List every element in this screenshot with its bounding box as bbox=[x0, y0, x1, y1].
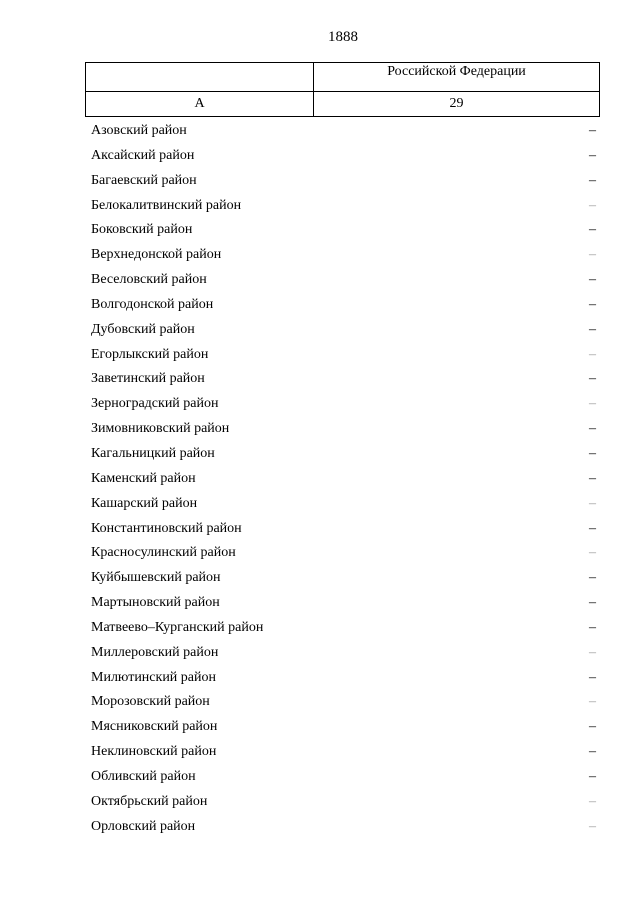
district-value: – bbox=[589, 570, 596, 586]
district-name: Дубовский район bbox=[91, 321, 195, 337]
district-value: – bbox=[589, 321, 596, 337]
district-value: – bbox=[589, 644, 596, 660]
table-row bbox=[91, 740, 596, 765]
table-row bbox=[91, 616, 596, 641]
table-row bbox=[91, 119, 596, 144]
district-name: Кашарский район bbox=[91, 495, 198, 511]
district-value: – bbox=[589, 694, 596, 710]
table-row bbox=[91, 541, 596, 566]
district-value: – bbox=[589, 197, 596, 213]
table-row bbox=[91, 591, 596, 616]
table-row bbox=[91, 218, 596, 243]
district-name: Куйбышевский район bbox=[91, 570, 221, 586]
district-value: – bbox=[589, 768, 596, 784]
table-row bbox=[91, 392, 596, 417]
district-name: Зерноградский район bbox=[91, 396, 219, 412]
district-name: Красносулинский район bbox=[91, 545, 236, 561]
district-value: – bbox=[589, 247, 596, 263]
table-row bbox=[91, 517, 596, 542]
header-col2-title-cell bbox=[314, 63, 600, 92]
district-value: – bbox=[589, 793, 596, 809]
district-name: Егорлыкский район bbox=[91, 346, 209, 362]
district-name: Обливский район bbox=[91, 768, 196, 784]
table-row bbox=[91, 268, 596, 293]
district-name: Неклиновский район bbox=[91, 744, 217, 760]
header-col1-title bbox=[86, 63, 314, 92]
district-name: Волгодонской район bbox=[91, 296, 214, 312]
table-row bbox=[91, 566, 596, 591]
district-name: Морозовский район bbox=[91, 694, 210, 710]
district-name: Каменский район bbox=[91, 470, 196, 486]
table-row bbox=[91, 666, 596, 691]
table-row bbox=[91, 243, 596, 268]
district-name: Аксайский район bbox=[91, 147, 195, 163]
table-row bbox=[91, 641, 596, 666]
header-col2-title: Российской Федерации bbox=[387, 64, 526, 79]
header-row-titles bbox=[86, 63, 600, 92]
table-row bbox=[91, 815, 596, 840]
district-value: – bbox=[589, 147, 596, 163]
district-value: – bbox=[589, 818, 596, 834]
header-col1-index: А bbox=[86, 92, 314, 117]
header-col2-index: 29 bbox=[314, 92, 600, 117]
district-value: – bbox=[589, 744, 596, 760]
district-value: – bbox=[589, 371, 596, 387]
district-name: Веселовский район bbox=[91, 272, 207, 288]
district-name: Азовский район bbox=[91, 123, 187, 138]
district-name: Заветинский район bbox=[91, 371, 205, 387]
district-value: – bbox=[589, 123, 596, 138]
table-row bbox=[91, 765, 596, 790]
district-value: – bbox=[589, 595, 596, 611]
district-value: – bbox=[589, 495, 596, 511]
header-row-indices bbox=[86, 92, 600, 117]
district-value: – bbox=[589, 396, 596, 412]
district-value: – bbox=[589, 222, 596, 238]
table-row bbox=[91, 417, 596, 442]
district-name: Верхнедонской район bbox=[91, 247, 222, 263]
table-row bbox=[91, 169, 596, 194]
district-value: – bbox=[589, 296, 596, 312]
table-row bbox=[91, 343, 596, 368]
district-name: Мясниковский район bbox=[91, 719, 218, 735]
district-name: Октябрьский район bbox=[91, 793, 208, 809]
district-value: – bbox=[589, 346, 596, 362]
district-name: Мартыновский район bbox=[91, 595, 220, 611]
table-row bbox=[91, 293, 596, 318]
table-row bbox=[91, 367, 596, 392]
district-value: – bbox=[589, 520, 596, 536]
district-name: Матвеево–Курганский район bbox=[91, 619, 264, 635]
table-row bbox=[91, 715, 596, 740]
table-row bbox=[91, 194, 596, 219]
table-row bbox=[91, 467, 596, 492]
table-row bbox=[91, 492, 596, 517]
district-value: – bbox=[589, 470, 596, 486]
district-name: Багаевский район bbox=[91, 172, 197, 188]
district-value: – bbox=[589, 272, 596, 288]
district-value: – bbox=[589, 719, 596, 735]
district-name: Кагальницкий район bbox=[91, 445, 215, 461]
district-name: Константиновский район bbox=[91, 520, 242, 536]
district-value: – bbox=[589, 545, 596, 561]
table-row bbox=[91, 318, 596, 343]
district-list bbox=[91, 119, 596, 839]
table-row bbox=[91, 690, 596, 715]
district-name: Миллеровский район bbox=[91, 644, 219, 660]
district-value: – bbox=[589, 445, 596, 461]
district-name: Белокалитвинский район bbox=[91, 197, 242, 213]
district-name: Зимовниковский район bbox=[91, 421, 230, 437]
district-value: – bbox=[589, 172, 596, 188]
district-name: Милютинский район bbox=[91, 669, 217, 685]
district-value: – bbox=[589, 669, 596, 685]
page-number: 1888 bbox=[328, 29, 358, 45]
table-row bbox=[91, 790, 596, 815]
table-row bbox=[91, 144, 596, 169]
district-value: – bbox=[589, 619, 596, 635]
table-row bbox=[91, 442, 596, 467]
district-name: Боковский район bbox=[91, 222, 193, 238]
header-table bbox=[85, 62, 600, 117]
district-value: – bbox=[589, 421, 596, 437]
district-name: Орловский район bbox=[91, 818, 196, 834]
